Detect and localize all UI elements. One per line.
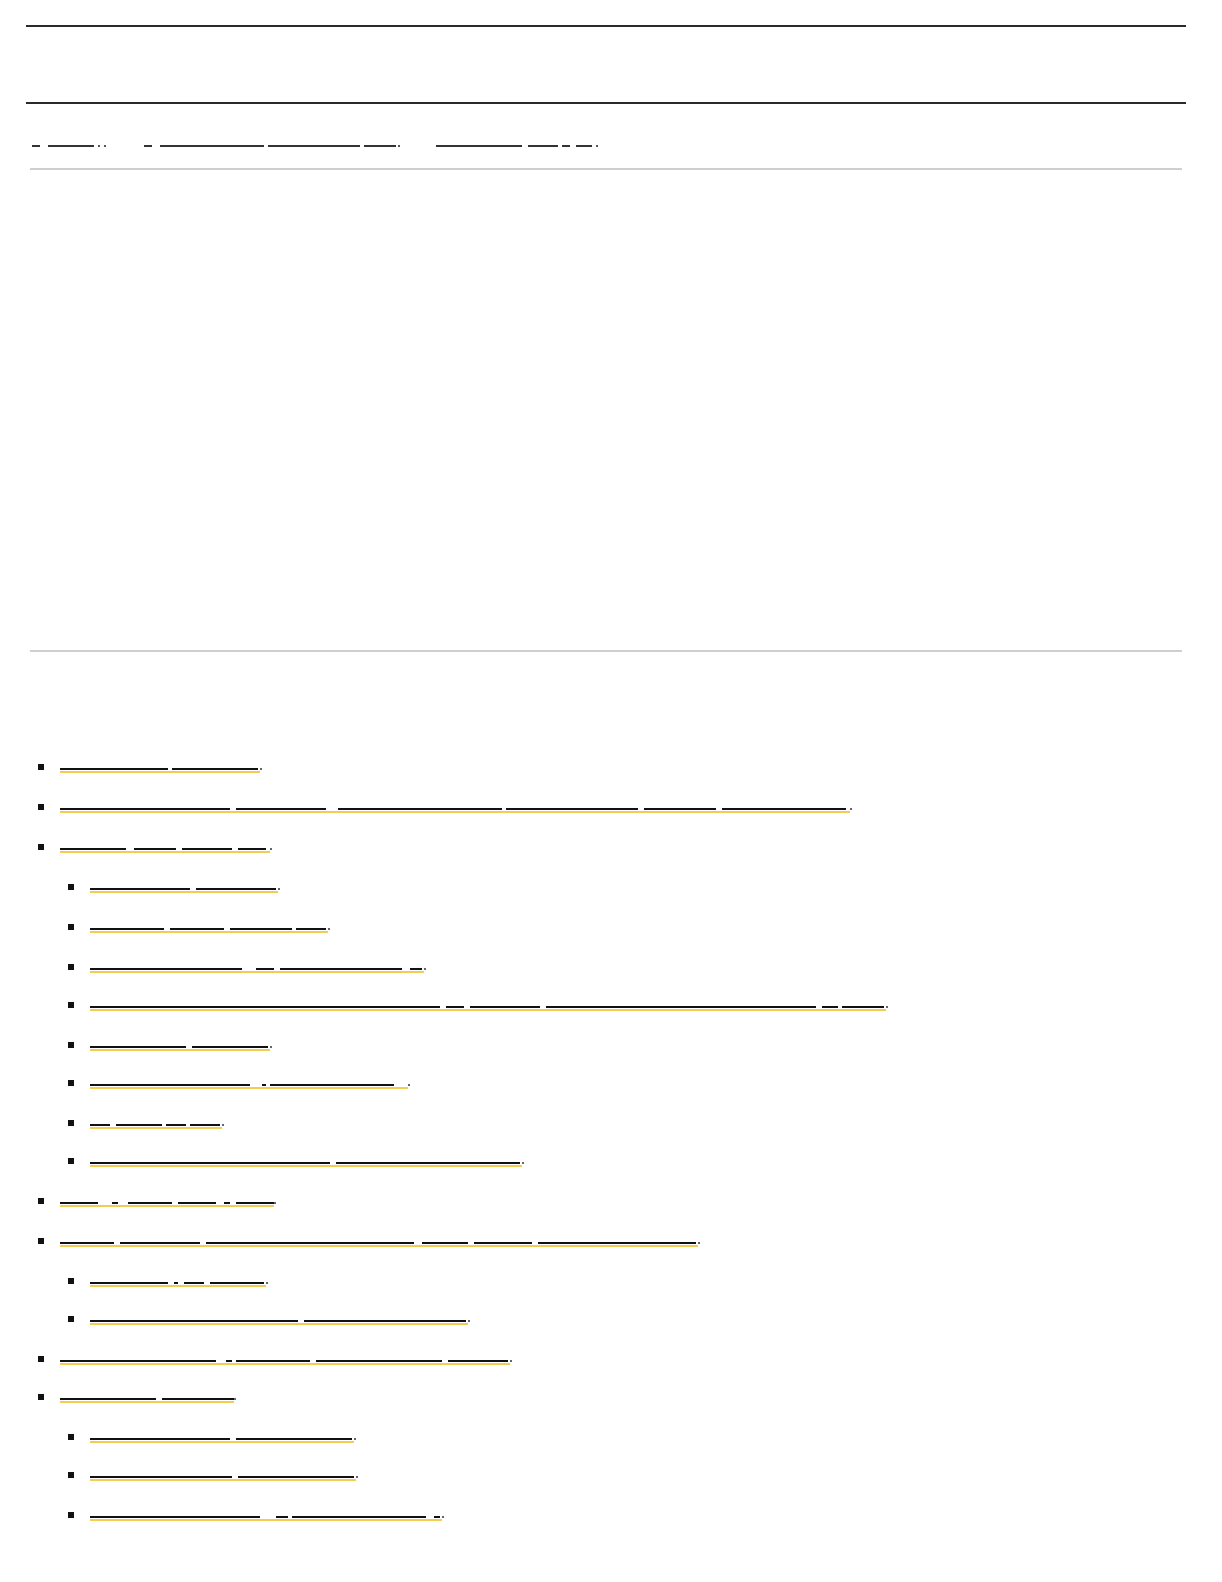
bullet-icon xyxy=(68,884,74,890)
main-content-area xyxy=(30,172,1182,648)
breadcrumb-item-2[interactable] xyxy=(142,145,402,159)
bullet-icon xyxy=(38,1198,44,1204)
bullet-icon xyxy=(68,924,74,930)
bullet-icon xyxy=(38,764,44,770)
breadcrumb-item-3[interactable] xyxy=(436,145,606,159)
bullet-icon xyxy=(68,1120,74,1126)
bullet-icon xyxy=(38,804,44,810)
bullet-icon xyxy=(68,1434,74,1440)
bullet-icon xyxy=(38,1356,44,1362)
bullet-icon xyxy=(38,1394,44,1400)
bullet-icon xyxy=(68,1472,74,1478)
bullet-icon xyxy=(68,1316,74,1322)
bullet-icon xyxy=(68,1042,74,1048)
bullet-icon xyxy=(68,964,74,970)
header-top-rule xyxy=(26,25,1186,27)
content-top-rule xyxy=(30,168,1182,170)
bullet-icon xyxy=(38,1238,44,1244)
bullet-icon xyxy=(68,1512,74,1518)
bullet-icon xyxy=(38,844,44,850)
page-title xyxy=(0,21,1,22)
bullet-icon xyxy=(68,1158,74,1164)
bullet-icon xyxy=(68,1002,74,1008)
content-bottom-rule xyxy=(30,650,1182,652)
bullet-icon xyxy=(68,1278,74,1284)
header-bottom-rule xyxy=(26,102,1186,104)
breadcrumb-item-1[interactable] xyxy=(30,145,110,159)
bullet-icon xyxy=(68,1080,74,1086)
